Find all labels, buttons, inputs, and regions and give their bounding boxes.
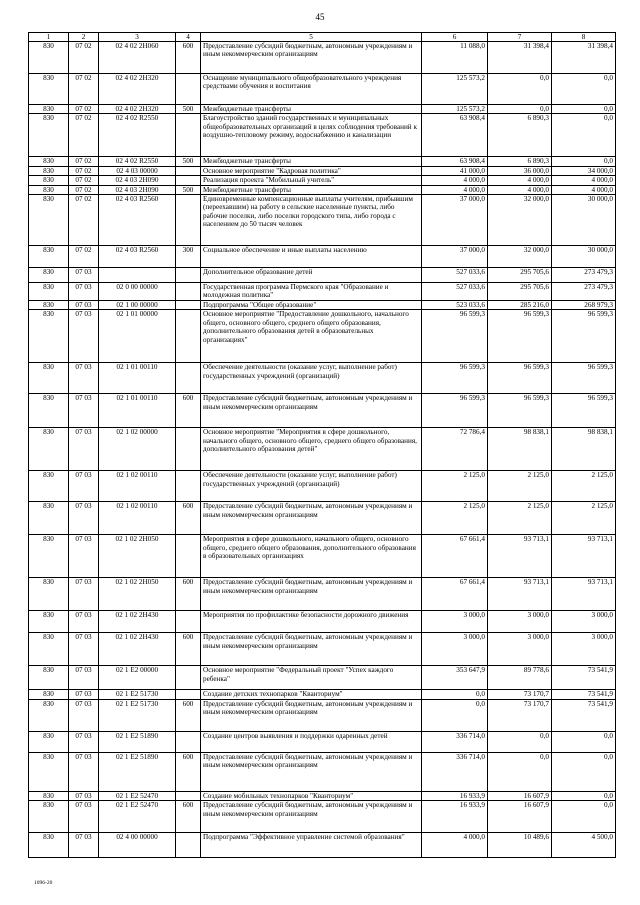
section-code-cell: 07 03	[69, 428, 99, 471]
header-row	[29, 33, 616, 42]
amount-year1-cell: 16 933,9	[422, 801, 488, 833]
expense-type-cell	[176, 166, 201, 175]
amount-year1-cell: 0,0	[422, 699, 488, 731]
amount-year2-cell: 0,0	[488, 105, 552, 114]
section-code-cell: 07 02	[69, 42, 99, 74]
admin-code-cell: 830	[29, 833, 69, 858]
description-cell: Подпрограмма "Общее образование"	[201, 301, 422, 310]
section-code-cell: 07 03	[69, 666, 99, 690]
target-article-cell: 02 4 03 2H090	[99, 176, 176, 185]
section-code-cell: 07 02	[69, 195, 99, 246]
expense-type-cell: 500	[176, 157, 201, 166]
expense-type-cell: 600	[176, 502, 201, 535]
admin-code-cell: 830	[29, 611, 69, 633]
amount-year1-cell: 41 000,0	[422, 166, 488, 175]
amount-year2-cell: 93 713,1	[488, 578, 552, 611]
admin-code-cell: 830	[29, 752, 69, 791]
amount-year1-cell: 125 573,2	[422, 105, 488, 114]
amount-year3-cell: 2 125,0	[552, 471, 616, 502]
expense-type-cell	[176, 195, 201, 246]
table-row	[29, 74, 616, 105]
admin-code-cell: 830	[29, 157, 69, 166]
amount-year1-cell: 96 599,3	[422, 394, 488, 428]
amount-year3-cell: 3 000,0	[552, 633, 616, 666]
table-row	[29, 791, 616, 800]
amount-year2-cell: 4 000,0	[488, 176, 552, 185]
table-row	[29, 801, 616, 833]
amount-year1-cell: 3 000,0	[422, 611, 488, 633]
description-cell: Создание детских технопарков "Кванториум"	[201, 690, 422, 699]
section-code-cell: 07 03	[69, 310, 99, 363]
header-cell: 5	[201, 33, 422, 42]
description-cell: Предоставление субсидий бюджетным, автономным учреждениям и иным некоммерческим организациям	[201, 42, 422, 74]
amount-year2-cell: 32 000,0	[488, 246, 552, 268]
table-row	[29, 833, 616, 858]
description-cell: Социальное обеспечение и иные выплаты населению	[201, 246, 422, 268]
section-code-cell: 07 03	[69, 801, 99, 833]
admin-code-cell: 830	[29, 690, 69, 699]
admin-code-cell: 830	[29, 114, 69, 157]
admin-code-cell: 830	[29, 42, 69, 74]
expense-type-cell	[176, 74, 201, 105]
section-code-cell: 07 03	[69, 791, 99, 800]
target-article-cell: 02 1 02 00110	[99, 471, 176, 502]
description-cell: Реализация проекта "Мобильный учитель"	[201, 176, 422, 185]
amount-year3-cell: 2 125,0	[552, 502, 616, 535]
header-cell: 7	[488, 33, 552, 42]
section-code-cell: 07 03	[69, 535, 99, 578]
target-article-cell: 02 4 02 2H320	[99, 74, 176, 105]
description-cell: Предоставление субсидий бюджетным, автономным учреждениям и иным некоммерческим организациям	[201, 801, 422, 833]
table-row	[29, 310, 616, 363]
expense-type-cell: 300	[176, 246, 201, 268]
amount-year2-cell: 285 216,0	[488, 301, 552, 310]
expense-type-cell	[176, 731, 201, 752]
section-code-cell: 07 03	[69, 394, 99, 428]
table-row	[29, 301, 616, 310]
table-row	[29, 428, 616, 471]
amount-year3-cell: 0,0	[552, 791, 616, 800]
table-row	[29, 176, 616, 185]
amount-year3-cell: 273 479,3	[552, 283, 616, 301]
target-article-cell: 02 4 02 R2550	[99, 157, 176, 166]
amount-year3-cell: 73 541,9	[552, 666, 616, 690]
amount-year1-cell: 11 088,0	[422, 42, 488, 74]
description-cell: Предоставление субсидий бюджетным, автономным учреждениям и иным некоммерческим организациям	[201, 394, 422, 428]
target-article-cell: 02 1 02 2H430	[99, 633, 176, 666]
section-code-cell: 07 03	[69, 690, 99, 699]
amount-year1-cell: 336 714,0	[422, 731, 488, 752]
admin-code-cell: 830	[29, 195, 69, 246]
amount-year3-cell: 4 500,0	[552, 833, 616, 858]
amount-year1-cell: 2 125,0	[422, 502, 488, 535]
amount-year2-cell: 3 000,0	[488, 633, 552, 666]
target-article-cell: 02 1 E2 00000	[99, 666, 176, 690]
target-article-cell: 02 4 03 2H090	[99, 185, 176, 194]
header-cell: 3	[99, 33, 176, 42]
table-row	[29, 690, 616, 699]
table-row	[29, 185, 616, 194]
amount-year2-cell: 6 890,3	[488, 157, 552, 166]
target-article-cell: 02 1 02 00000	[99, 428, 176, 471]
description-cell: Подпрограмма "Эффективное управление системой образования"	[201, 833, 422, 858]
section-code-cell: 07 02	[69, 74, 99, 105]
section-code-cell: 07 02	[69, 246, 99, 268]
expense-type-cell	[176, 428, 201, 471]
target-article-cell: 02 1 02 2H050	[99, 578, 176, 611]
amount-year2-cell: 2 125,0	[488, 471, 552, 502]
table-row	[29, 666, 616, 690]
amount-year2-cell: 73 170,7	[488, 699, 552, 731]
amount-year2-cell: 4 000,0	[488, 185, 552, 194]
section-code-cell: 07 03	[69, 283, 99, 301]
amount-year2-cell: 73 170,7	[488, 690, 552, 699]
section-code-cell: 07 03	[69, 633, 99, 666]
admin-code-cell: 830	[29, 310, 69, 363]
amount-year2-cell: 32 000,0	[488, 195, 552, 246]
amount-year3-cell: 0,0	[552, 105, 616, 114]
target-article-cell: 02 1 E2 52470	[99, 791, 176, 800]
table-row	[29, 195, 616, 246]
admin-code-cell: 830	[29, 176, 69, 185]
admin-code-cell: 830	[29, 666, 69, 690]
amount-year3-cell: 73 541,9	[552, 699, 616, 731]
target-article-cell: 02 1 02 2H050	[99, 535, 176, 578]
amount-year2-cell: 10 489,6	[488, 833, 552, 858]
description-cell: Основное мероприятие "Мероприятия в сфере дошкольного, начального общего, основного общего, среднего общего образования, дополнительного образования детей"	[201, 428, 422, 471]
target-article-cell: 02 1 01 00110	[99, 363, 176, 394]
amount-year2-cell: 93 713,1	[488, 535, 552, 578]
amount-year1-cell: 4 000,0	[422, 833, 488, 858]
expense-type-cell	[176, 471, 201, 502]
amount-year3-cell: 0,0	[552, 752, 616, 791]
description-cell: Единовременные компенсационные выплаты учителям, прибывшим (переехавшим) на работу в сельские населенные пункты, либо рабочие поселки, либо поселки городского типа, либо города с населением до 50 тысяч человек	[201, 195, 422, 246]
section-code-cell: 07 03	[69, 268, 99, 283]
description-cell: Межбюджетные трансферты	[201, 105, 422, 114]
table-row	[29, 535, 616, 578]
description-cell: Предоставление субсидий бюджетным, автономным учреждениям и иным некоммерческим организациям	[201, 578, 422, 611]
admin-code-cell: 830	[29, 699, 69, 731]
description-cell: Обеспечение деятельности (оказание услуг, выполнение работ) государственных учреждений (организаций)	[201, 471, 422, 502]
description-cell: Предоставление субсидий бюджетным, автономным учреждениям и иным некоммерческим организациям	[201, 699, 422, 731]
amount-year2-cell: 96 599,3	[488, 310, 552, 363]
description-cell: Предоставление субсидий бюджетным, автономным учреждениям и иным некоммерческим организациям	[201, 502, 422, 535]
section-code-cell: 07 03	[69, 578, 99, 611]
budget-table	[28, 32, 616, 858]
admin-code-cell: 830	[29, 301, 69, 310]
amount-year1-cell: 336 714,0	[422, 752, 488, 791]
target-article-cell: 02 1 00 00000	[99, 301, 176, 310]
amount-year1-cell: 96 599,3	[422, 363, 488, 394]
amount-year1-cell: 96 599,3	[422, 310, 488, 363]
section-code-cell: 07 02	[69, 105, 99, 114]
expense-type-cell	[176, 666, 201, 690]
expense-type-cell: 500	[176, 105, 201, 114]
admin-code-cell: 830	[29, 731, 69, 752]
admin-code-cell: 830	[29, 246, 69, 268]
amount-year1-cell: 125 573,2	[422, 74, 488, 105]
expense-type-cell: 600	[176, 752, 201, 791]
expense-type-cell	[176, 301, 201, 310]
header-cell: 2	[69, 33, 99, 42]
admin-code-cell: 830	[29, 268, 69, 283]
amount-year3-cell: 0,0	[552, 157, 616, 166]
section-code-cell: 07 03	[69, 833, 99, 858]
section-code-cell: 07 03	[69, 752, 99, 791]
expense-type-cell	[176, 690, 201, 699]
description-cell: Мероприятия в сфере дошкольного, начального общего, основного общего, среднего общего образования, дополнительного образования в образовательных организациях	[201, 535, 422, 578]
target-article-cell: 02 4 00 00000	[99, 833, 176, 858]
table-row	[29, 114, 616, 157]
amount-year3-cell: 30 000,0	[552, 195, 616, 246]
target-article-cell: 02 4 03 R2560	[99, 246, 176, 268]
amount-year3-cell: 4 000,0	[552, 185, 616, 194]
target-article-cell: 02 0 00 00000	[99, 283, 176, 301]
expense-type-cell	[176, 535, 201, 578]
target-article-cell: 02 1 E2 51890	[99, 731, 176, 752]
footer-code: 1096-20	[34, 880, 53, 886]
target-article-cell: 02 1 E2 51730	[99, 699, 176, 731]
table-row	[29, 394, 616, 428]
table-row	[29, 42, 616, 74]
table-row	[29, 752, 616, 791]
expense-type-cell	[176, 310, 201, 363]
section-code-cell: 07 03	[69, 502, 99, 535]
target-article-cell: 02 1 E2 51730	[99, 690, 176, 699]
table-row	[29, 363, 616, 394]
admin-code-cell: 830	[29, 166, 69, 175]
section-code-cell: 07 03	[69, 699, 99, 731]
section-code-cell: 07 02	[69, 114, 99, 157]
description-cell: Основное мероприятие "Федеральный проект "Успех каждого ребенка"	[201, 666, 422, 690]
section-code-cell: 07 03	[69, 301, 99, 310]
table-row	[29, 105, 616, 114]
amount-year3-cell: 93 713,1	[552, 578, 616, 611]
description-cell: Дополнительное образование детей	[201, 268, 422, 283]
page-number: 45	[315, 12, 325, 22]
admin-code-cell: 830	[29, 578, 69, 611]
table-row	[29, 578, 616, 611]
target-article-cell: 02 1 E2 52470	[99, 801, 176, 833]
amount-year2-cell: 31 398,4	[488, 42, 552, 74]
target-article-cell: 02 4 03 00000	[99, 166, 176, 175]
target-article-cell: 02 1 01 00000	[99, 310, 176, 363]
amount-year2-cell: 0,0	[488, 752, 552, 791]
target-article-cell: 02 1 01 00110	[99, 394, 176, 428]
amount-year3-cell: 96 599,3	[552, 363, 616, 394]
target-article-cell: 02 4 03 R2560	[99, 195, 176, 246]
description-cell: Предоставление субсидий бюджетным, автономным учреждениям и иным некоммерческим организациям	[201, 752, 422, 791]
amount-year3-cell: 0,0	[552, 801, 616, 833]
section-code-cell: 07 03	[69, 363, 99, 394]
table-row	[29, 246, 616, 268]
amount-year1-cell: 37 000,0	[422, 246, 488, 268]
amount-year2-cell: 0,0	[488, 74, 552, 105]
amount-year3-cell: 0,0	[552, 114, 616, 157]
expense-type-cell: 500	[176, 185, 201, 194]
table-row	[29, 283, 616, 301]
admin-code-cell: 830	[29, 471, 69, 502]
amount-year3-cell: 73 541,9	[552, 690, 616, 699]
description-cell: Основное мероприятие "Предоставление дошкольного, начального общего, основного общего, среднего общего образования, дополнительного образования детей в образовательных организациях"	[201, 310, 422, 363]
expense-type-cell	[176, 363, 201, 394]
description-cell: Межбюджетные трансферты	[201, 157, 422, 166]
amount-year3-cell: 273 479,3	[552, 268, 616, 283]
description-cell: Основное мероприятие "Кадровая политика"	[201, 166, 422, 175]
table-row	[29, 502, 616, 535]
amount-year3-cell: 96 599,3	[552, 310, 616, 363]
section-code-cell: 07 02	[69, 157, 99, 166]
expense-type-cell: 600	[176, 394, 201, 428]
description-cell: Предоставление субсидий бюджетным, автономным учреждениям и иным некоммерческим организациям	[201, 633, 422, 666]
amount-year2-cell: 96 599,3	[488, 394, 552, 428]
amount-year2-cell: 36 000,0	[488, 166, 552, 175]
target-article-cell: 02 4 02 2H320	[99, 105, 176, 114]
table-row	[29, 699, 616, 731]
description-cell: Мероприятия по профилактике безопасности дорожного движения	[201, 611, 422, 633]
description-cell: Оснащение муниципального общеобразовательного учреждения средствами обучения и воспитания	[201, 74, 422, 105]
amount-year2-cell: 3 000,0	[488, 611, 552, 633]
table-row	[29, 268, 616, 283]
expense-type-cell	[176, 791, 201, 800]
amount-year2-cell: 16 607,9	[488, 801, 552, 833]
amount-year1-cell: 4 000,0	[422, 176, 488, 185]
amount-year2-cell: 89 778,6	[488, 666, 552, 690]
admin-code-cell: 830	[29, 535, 69, 578]
table-body	[29, 33, 616, 858]
section-code-cell: 07 03	[69, 611, 99, 633]
target-article-cell: 02 4 02 R2550	[99, 114, 176, 157]
admin-code-cell: 830	[29, 633, 69, 666]
target-article-cell: 02 1 02 2H430	[99, 611, 176, 633]
expense-type-cell	[176, 611, 201, 633]
table-row	[29, 633, 616, 666]
amount-year2-cell: 2 125,0	[488, 502, 552, 535]
amount-year1-cell: 527 033,6	[422, 268, 488, 283]
section-code-cell: 07 02	[69, 176, 99, 185]
expense-type-cell: 600	[176, 633, 201, 666]
admin-code-cell: 830	[29, 791, 69, 800]
amount-year1-cell: 63 908,4	[422, 157, 488, 166]
section-code-cell: 07 02	[69, 185, 99, 194]
amount-year2-cell: 96 599,3	[488, 363, 552, 394]
amount-year3-cell: 93 713,1	[552, 535, 616, 578]
amount-year2-cell: 6 890,3	[488, 114, 552, 157]
amount-year1-cell: 67 661,4	[422, 578, 488, 611]
description-cell: Благоустройство зданий государственных и муниципальных общеобразовательных организаций в целях соблюдения требований к воздушно-тепловому режиму, водоснабжению и канализации	[201, 114, 422, 157]
description-cell: Создание мобильных технопарков "Кванториум"	[201, 791, 422, 800]
target-article-cell: 02 4 02 2H060	[99, 42, 176, 74]
target-article-cell: 02 1 E2 51890	[99, 752, 176, 791]
expense-type-cell	[176, 833, 201, 858]
admin-code-cell: 830	[29, 502, 69, 535]
admin-code-cell: 830	[29, 185, 69, 194]
amount-year2-cell: 295 705,6	[488, 268, 552, 283]
admin-code-cell: 830	[29, 801, 69, 833]
amount-year3-cell: 34 000,0	[552, 166, 616, 175]
section-code-cell: 07 03	[69, 731, 99, 752]
table-row	[29, 611, 616, 633]
table-row	[29, 166, 616, 175]
amount-year1-cell: 16 933,9	[422, 791, 488, 800]
description-cell: Обеспечение деятельности (оказание услуг, выполнение работ) государственных учреждений (организаций)	[201, 363, 422, 394]
amount-year1-cell: 2 125,0	[422, 471, 488, 502]
admin-code-cell: 830	[29, 428, 69, 471]
expense-type-cell: 600	[176, 42, 201, 74]
target-article-cell	[99, 268, 176, 283]
table-row	[29, 471, 616, 502]
amount-year1-cell: 527 033,6	[422, 283, 488, 301]
amount-year2-cell: 98 838,1	[488, 428, 552, 471]
amount-year3-cell: 30 000,0	[552, 246, 616, 268]
amount-year2-cell: 295 705,6	[488, 283, 552, 301]
target-article-cell: 02 1 02 00110	[99, 502, 176, 535]
expense-type-cell	[176, 283, 201, 301]
expense-type-cell: 600	[176, 699, 201, 731]
amount-year1-cell: 4 000,0	[422, 185, 488, 194]
amount-year3-cell: 96 599,3	[552, 394, 616, 428]
amount-year1-cell: 3 000,0	[422, 633, 488, 666]
table-row	[29, 731, 616, 752]
expense-type-cell: 600	[176, 578, 201, 611]
amount-year2-cell: 16 607,9	[488, 791, 552, 800]
section-code-cell: 07 03	[69, 471, 99, 502]
amount-year3-cell: 98 838,1	[552, 428, 616, 471]
amount-year2-cell: 0,0	[488, 731, 552, 752]
amount-year3-cell: 31 398,4	[552, 42, 616, 74]
description-cell: Межбюджетные трансферты	[201, 185, 422, 194]
expense-type-cell	[176, 268, 201, 283]
amount-year1-cell: 37 000,0	[422, 195, 488, 246]
amount-year3-cell: 0,0	[552, 731, 616, 752]
expense-type-cell	[176, 176, 201, 185]
header-cell: 4	[176, 33, 201, 42]
table-row	[29, 157, 616, 166]
admin-code-cell: 830	[29, 105, 69, 114]
header-cell: 6	[422, 33, 488, 42]
admin-code-cell: 830	[29, 74, 69, 105]
amount-year1-cell: 72 786,4	[422, 428, 488, 471]
amount-year1-cell: 523 033,6	[422, 301, 488, 310]
header-cell: 8	[552, 33, 616, 42]
amount-year3-cell: 0,0	[552, 74, 616, 105]
amount-year3-cell: 268 979,3	[552, 301, 616, 310]
expense-type-cell: 600	[176, 801, 201, 833]
amount-year3-cell: 3 000,0	[552, 611, 616, 633]
admin-code-cell: 830	[29, 363, 69, 394]
section-code-cell: 07 02	[69, 166, 99, 175]
amount-year1-cell: 0,0	[422, 690, 488, 699]
description-cell: Создание центров выявления и поддержки одаренных детей	[201, 731, 422, 752]
amount-year1-cell: 67 661,4	[422, 535, 488, 578]
header-cell: 1	[29, 33, 69, 42]
admin-code-cell: 830	[29, 283, 69, 301]
admin-code-cell: 830	[29, 394, 69, 428]
amount-year1-cell: 353 647,9	[422, 666, 488, 690]
expense-type-cell	[176, 114, 201, 157]
description-cell: Государственная программа Пермского края "Образование и молодежная политика"	[201, 283, 422, 301]
amount-year3-cell: 4 000,0	[552, 176, 616, 185]
amount-year1-cell: 63 908,4	[422, 114, 488, 157]
